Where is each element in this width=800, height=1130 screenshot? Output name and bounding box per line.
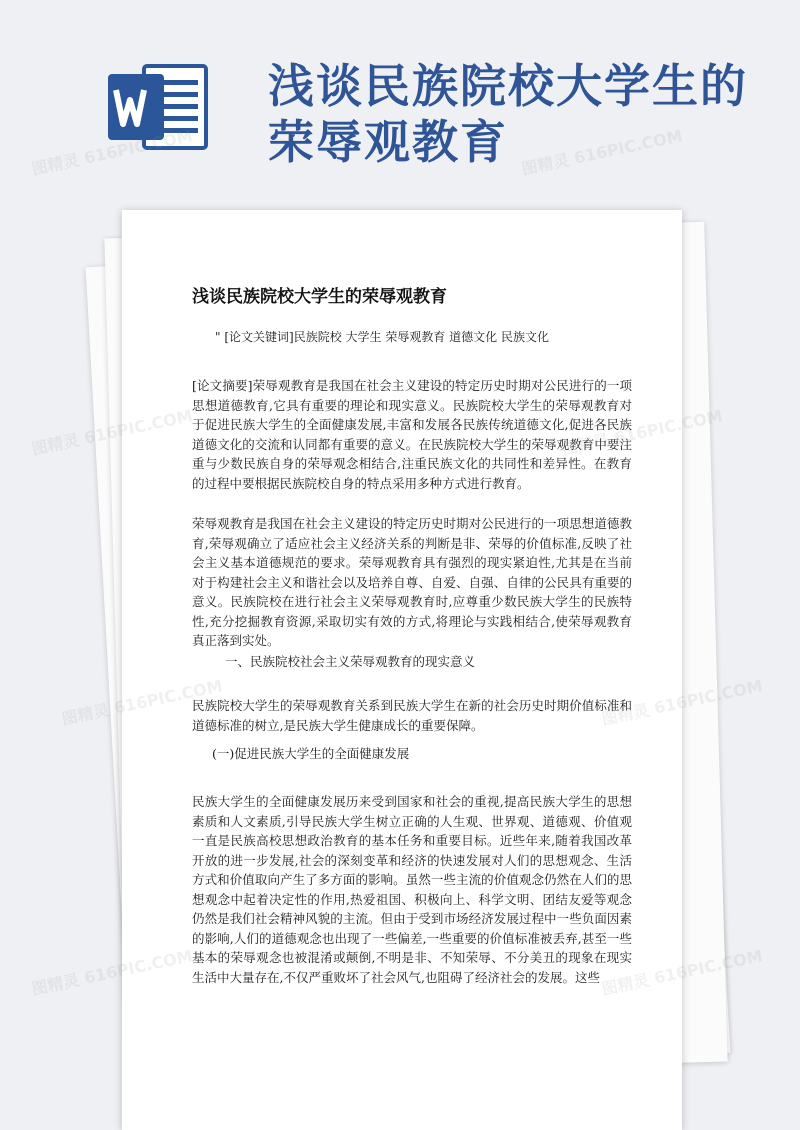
watermark: 图精灵 616PIC.COM [30,946,195,999]
section-heading: 一、民族院校社会主义荣辱观教育的现实意义 [225,654,476,669]
watermark: 图精灵 [60,700,111,729]
section-paragraph: 民族院校大学生的荣辱观教育关系到民族大学生在新的社会历史时期价值标准和道德标准的树立,是民族大学生健康成长的重要保障。 [192,698,632,733]
banner-title: 浅谈民族院校大学生的荣辱观教育 [268,59,748,169]
subsection-heading: (一)促进民族大学生的全面健康发展 [212,746,410,761]
keywords-line: " [论文关键词]民族院校 大学生 荣辱观教育 道德文化 民族文化 [215,330,549,344]
subsection-paragraph: 民族大学生的全面健康发展历来受到国家和社会的重视,提高民族大学生的思想素质和人文素质,引导民族大学生树立正确的人生观、世界观、道德观、价值观一直是民族高校思想政治教育的基本任务和重要目标。近些年来,随着我国改革开放的进一步发展,社会的深刻变革和经济的快速发展对人们的思想观念、生活方式和价值取向产生了多方面的影响。虽然一些主流的价值观念仍然在人们的思想观念中起着决定性的作用,热爱祖国、积极向上、科学文明、团结友爱等观念仍然是我们社会精神风貌的主流。但由于受到市场经济发展过程中一些负面因素的影响,人们的道德观念也出现了一些偏差,一些重要的价值标准被丢弃,甚至一些基本的荣辱观念也被混淆或颠倒,不明是非、不知荣辱、不分美丑的现象在现实生活中大量存在,不仅严重败坏了社会风气,也阻碍了经济社会的发展。这些 [192,794,632,985]
word-icon [106,60,210,154]
watermark: 图精灵 [30,430,81,459]
watermark: 图精灵 616PIC.COM [30,126,195,179]
document-title: 浅谈民族院校大学生的荣辱观教育 [192,287,447,307]
watermark: 图精灵 616PIC.COM [520,126,685,179]
intro-paragraph: 荣辱观教育是我国在社会主义建设的特定历史时期对公民进行的一项思想道德教育,荣辱观确立了适应社会主义经济关系的判断是非、荣辱的价值标准,反映了社会主义基本道德规范的要求。荣辱观教育具有强烈的现实紧迫性,尤其是在当前对于构建社会主义和谐社会以及培养自尊、自爱、自强、自律的公民具有重要的意义。民族院校在进行社会主义荣辱观教育时,应尊重少数民族大学生的民族特性,充分挖掘教育资源,采取切实有效的方式,将理论与实践相结合,使荣辱观教育真正落到实处。 [192,516,632,648]
document-page [122,210,682,1130]
abstract-paragraph: [论文摘要]荣辱观教育是我国在社会主义建设的特定历史时期对公民进行的一项思想道德教育,它具有重要的理论和现实意义。民族院校大学生的荣辱观教育对于促进民族大学生的全面健康发展,丰富和发展各民族传统道德文化,促进各民族道德文化的交流和认同都有重要的意义。在民族院校大学生的荣辱观教育中要注重与少数民族自身的荣辱观念相结合,注重民族文化的共同性和差异性。在教育的过程中要根据民族院校自身的特点采用多种方式进行教育。 [192,378,632,491]
